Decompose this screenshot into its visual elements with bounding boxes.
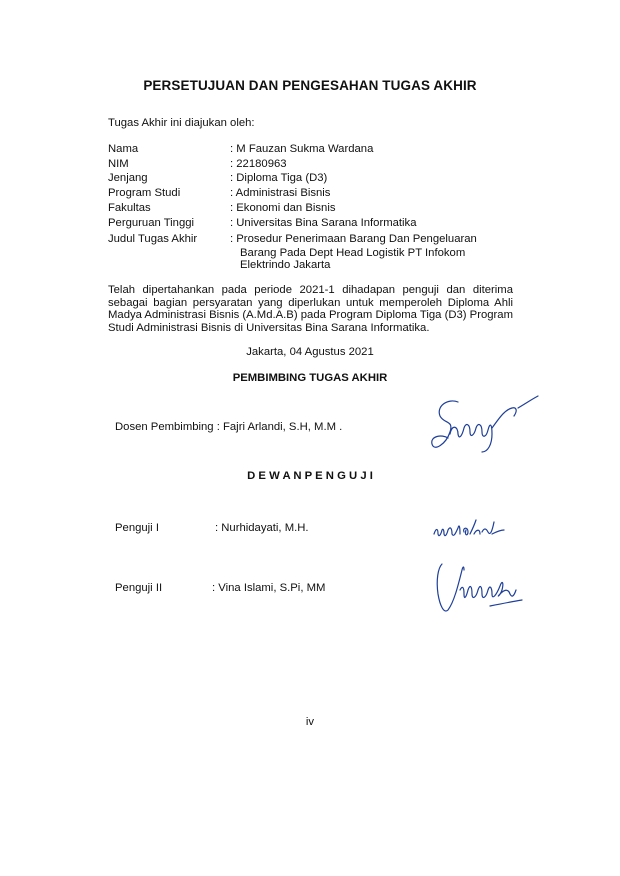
field-label: Program Studi bbox=[108, 187, 181, 199]
approval-paragraph: Telah dipertahankan pada periode 2021-1 dihadapan penguji dan diterima sebagai bagian persyaratan yang diperlukan untuk memperoleh Diploma Ahli Madya Administrasi Bisnis (A.Md.A.B) pada Program Diploma Tiga (D3) Program Studi Administrasi Bisnis di Universitas Bina Sarana Informatika. bbox=[108, 284, 513, 334]
board-heading: D E W A N P E N G U J I bbox=[247, 470, 373, 482]
supervisor-line: Dosen Pembimbing : Fajri Arlandi, S.H, M.M . bbox=[115, 421, 343, 433]
intro-text: Tugas Akhir ini diajukan oleh: bbox=[108, 117, 255, 129]
field-value: : Diploma Tiga (D3) bbox=[230, 172, 328, 184]
field-value: : 22180963 bbox=[230, 158, 287, 170]
supervisor-heading: PEMBIMBING TUGAS AKHIR bbox=[232, 372, 388, 384]
title-continuation-2: Elektrindo Jakarta bbox=[240, 259, 331, 271]
title-continuation-1: Barang Pada Dept Head Logistik PT Infokom bbox=[240, 247, 466, 259]
field-value: : Prosedur Penerimaan Barang Dan Pengeluaran bbox=[230, 233, 477, 245]
examiner-label: Penguji I bbox=[115, 522, 159, 534]
field-label: Judul Tugas Akhir bbox=[108, 233, 198, 245]
field-label: Perguruan Tinggi bbox=[108, 217, 195, 229]
field-label: Nama bbox=[108, 143, 139, 155]
examiner-label: Penguji II bbox=[115, 582, 163, 594]
field-value: : Administrasi Bisnis bbox=[230, 187, 331, 199]
place-date: Jakarta, 04 Agustus 2021 bbox=[246, 346, 374, 358]
field-label: Fakultas bbox=[108, 202, 151, 214]
supervisor-signature bbox=[424, 394, 546, 464]
field-label: NIM bbox=[108, 158, 129, 170]
field-value: : Universitas Bina Sarana Informatika bbox=[230, 217, 417, 229]
field-value: : M Fauzan Sukma Wardana bbox=[230, 143, 374, 155]
examiner-1-signature bbox=[430, 514, 508, 542]
examiner-name: : Vina Islami, S.Pi, MM bbox=[212, 582, 326, 594]
examiner-2-signature bbox=[430, 560, 530, 622]
examiner-name: : Nurhidayati, M.H. bbox=[215, 522, 309, 534]
field-value: : Ekonomi dan Bisnis bbox=[230, 202, 336, 214]
page-title: PERSETUJUAN DAN PENGESAHAN TUGAS AKHIR bbox=[143, 78, 477, 93]
field-label: Jenjang bbox=[108, 172, 148, 184]
page-number: iv bbox=[305, 716, 315, 728]
